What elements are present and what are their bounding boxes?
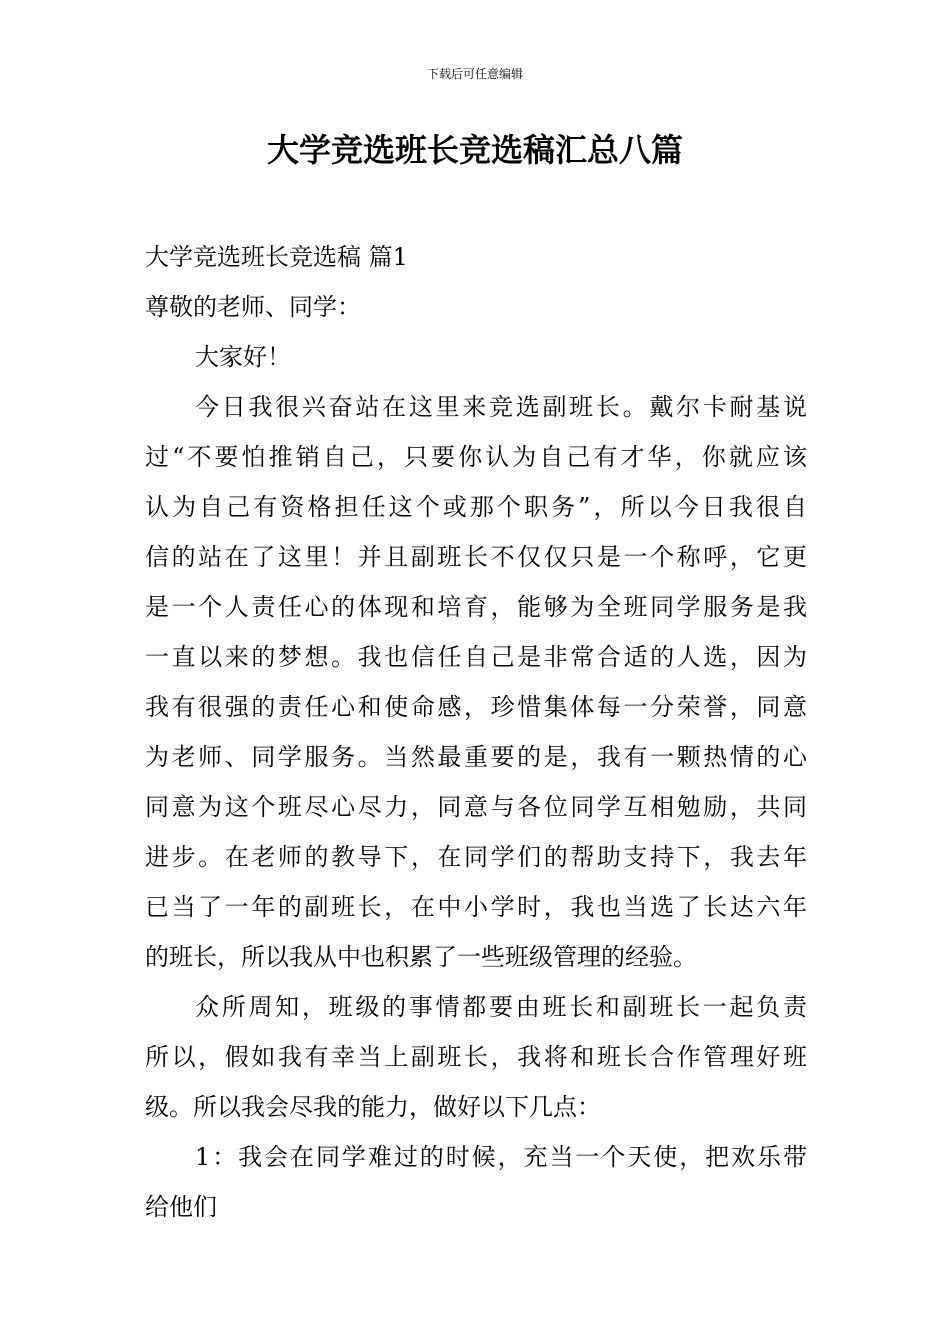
paragraph-line: 过“不要怕推销自己，只要你认为自己有才华，你就应该 xyxy=(145,443,807,471)
paragraph-line: 给他们 xyxy=(145,1193,217,1221)
paragraph-line: 为老师、同学服务。当然最重要的是，我有一颗热情的心 xyxy=(145,743,807,771)
paragraph-line: 1：我会在同学难过的时候，充当一个天使，把欢乐带 xyxy=(195,1143,807,1171)
header-note: 下载后可任意编辑 xyxy=(426,67,523,81)
paragraph-line: 进步。在老师的教导下，在同学们的帮助支持下，我去年 xyxy=(145,843,807,871)
paragraph-line: 认为自己有资格担任这个或那个职务”，所以今日我很自 xyxy=(145,493,807,521)
paragraph-line: 今日我很兴奋站在这里来竞选副班长。戴尔卡耐基说 xyxy=(195,393,807,421)
document-body xyxy=(145,232,807,1232)
paragraph-line: 的班长，所以我从中也积累了一些班级管理的经验。 xyxy=(145,943,697,971)
paragraph-line: 是一个人责任心的体现和培育，能够为全班同学服务是我 xyxy=(145,593,807,621)
greeting: 大家好！ xyxy=(195,343,291,371)
paragraph-line: 已当了一年的副班长，在中小学时，我也当选了长达六年 xyxy=(145,893,807,921)
paragraph-line: 我有很强的责任心和使命感，珍惜集体每一分荣誉，同意 xyxy=(145,693,807,721)
paragraph-line: 所以，假如我有幸当上副班长，我将和班长合作管理好班 xyxy=(145,1043,807,1071)
document-title: 大学竞选班长竞选稿汇总八篇 xyxy=(266,131,683,169)
paragraph-line: 同意为这个班尽心尽力，同意与各位同学互相勉励，共同 xyxy=(145,793,807,821)
paragraph-line: 一直以来的梦想。我也信任自己是非常合适的人选，因为 xyxy=(145,643,807,671)
section-subtitle: 大学竞选班长竞选稿 篇1 xyxy=(145,243,408,271)
salutation: 尊敬的老师、同学： xyxy=(145,293,361,321)
paragraph-line: 级。所以我会尽我的能力，做好以下几点： xyxy=(145,1093,601,1121)
paragraph-line: 信的站在了这里！并且副班长不仅仅只是一个称呼，它更 xyxy=(145,543,807,571)
paragraph-line: 众所周知，班级的事情都要由班长和副班长一起负责 xyxy=(195,993,807,1021)
